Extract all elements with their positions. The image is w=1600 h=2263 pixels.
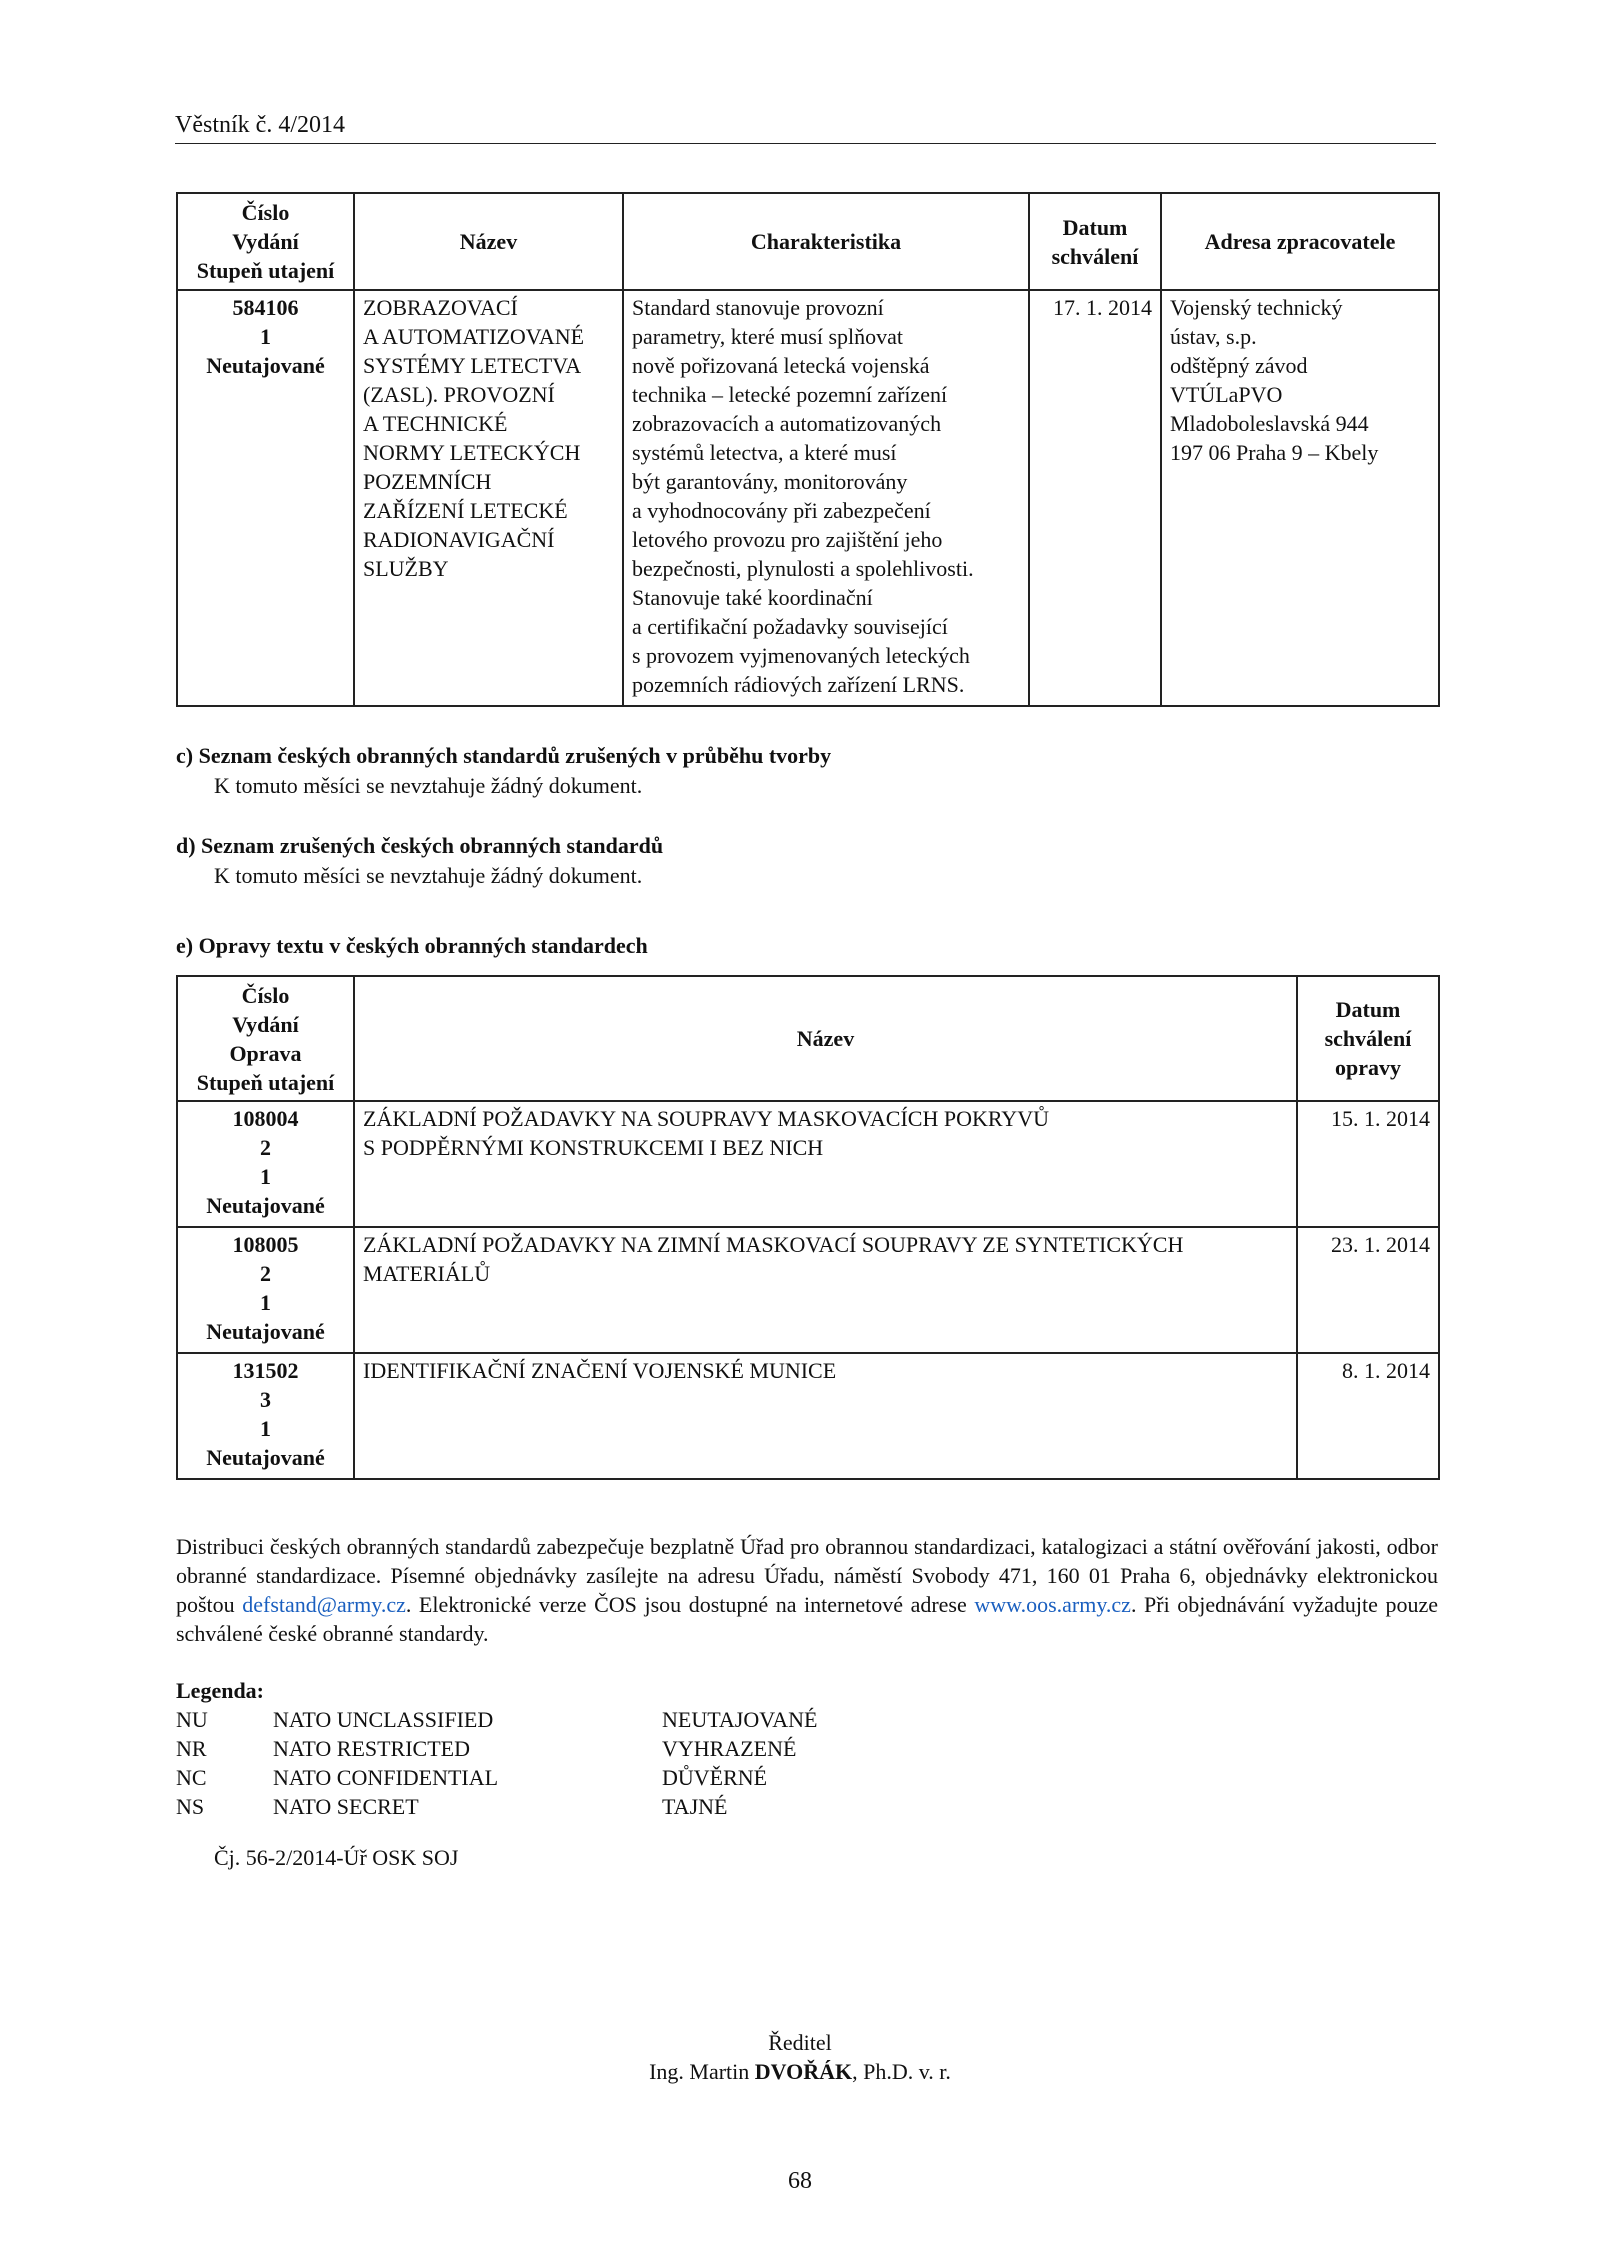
cell-datum: 15. 1. 2014 xyxy=(1297,1101,1439,1227)
legend xyxy=(176,1676,818,1821)
legend-item: NS NATO SECRET TAJNÉ xyxy=(176,1794,728,1819)
header-datum: Datum schválení opravy xyxy=(1297,976,1439,1101)
email-link[interactable]: defstand@army.cz xyxy=(242,1592,406,1617)
legend-item: NC NATO CONFIDENTIAL DŮVĚRNÉ xyxy=(176,1765,768,1790)
cell-nazev: IDENTIFIKAČNÍ ZNAČENÍ VOJENSKÉ MUNICE xyxy=(354,1353,1297,1479)
header-cislo: Číslo Vydání Stupeň utajení xyxy=(177,193,354,290)
cell-datum: 17. 1. 2014 xyxy=(1029,290,1161,706)
distribution-text: . Elektronické verze ČOS jsou dostupné na internetové adrese xyxy=(405,1592,975,1617)
cell-nazev: ZOBRAZOVACÍ A AUTOMATIZOVANÉ SYSTÉMY LETECTVA (ZASL). PROVOZNÍ A TECHNICKÉ NORMY LETECKÝCH POZEMNÍCH ZAŘÍZENÍ LETECKÉ RADIONAVIGAČNÍ SLUŽBY xyxy=(354,290,623,706)
section-e-title: e) Opravy textu v českých obranných standardech xyxy=(176,933,648,958)
header-datum: Datum schválení xyxy=(1029,193,1161,290)
legend-item: NR NATO RESTRICTED VYHRAZENÉ xyxy=(176,1736,797,1761)
section-c xyxy=(176,741,831,801)
legend-item: NU NATO UNCLASSIFIED NEUTAJOVANÉ xyxy=(176,1707,818,1732)
section-c-body: K tomuto měsíci se nevztahuje žádný dokument. xyxy=(214,773,643,798)
legend-title: Legenda: xyxy=(176,1678,264,1703)
cell-adresa: Vojenský technický ústav, s.p. odštěpný závod VTÚLaPVO Mladoboleslavská 944 197 06 Praha 9 – Kbely xyxy=(1161,290,1439,706)
header-nazev: Název xyxy=(354,976,1297,1101)
table-row xyxy=(177,1101,1439,1227)
table-row xyxy=(177,1353,1439,1479)
table-row xyxy=(177,1227,1439,1353)
header-nazev: Název xyxy=(354,193,623,290)
page-number: 68 xyxy=(788,2168,812,2194)
website-link[interactable]: www.oos.army.cz xyxy=(974,1592,1131,1617)
reference-number: Čj. 56-2/2014-Úř OSK SOJ xyxy=(214,1845,459,1870)
signature-name: Ing. Martin DVOŘÁK, Ph.D. v. r. xyxy=(649,2059,951,2084)
cell-nazev: ZÁKLADNÍ POŽADAVKY NA SOUPRAVY MASKOVACÍCH POKRYVŮ S PODPĚRNÝMI KONSTRUKCEMI I BEZ NICH xyxy=(354,1101,1297,1227)
section-d-body: K tomuto měsíci se nevztahuje žádný dokument. xyxy=(214,863,643,888)
table-header-row xyxy=(177,193,1439,290)
cell-cislo: 108004 2 1 Neutajované xyxy=(177,1101,354,1227)
cell-datum: 23. 1. 2014 xyxy=(1297,1227,1439,1353)
distribution-text: Distribuci českých obranných standardů zabezpečuje bezplatně Úřad pro obrannou standardizaci, katalogizaci a státní ověřování jakosti, odbor obranné standardizace. Písemné objednávky zasílejte na adresu Úřadu, náměstí Svobody 471, 160 01 Praha 6, objednávky elektronickou poštou xyxy=(176,1534,1438,1617)
bulletin-title: Věstník č. 4/2014 xyxy=(175,112,345,138)
cell-cislo: 131502 3 1 Neutajované xyxy=(177,1353,354,1479)
corrections-table xyxy=(176,975,1440,1480)
table-header-row xyxy=(177,976,1439,1101)
distribution-text: . Při objednávání vyžadujte pouze schválené české obranné standardy. xyxy=(176,1592,1438,1646)
header-adresa: Adresa zpracovatele xyxy=(1161,193,1439,290)
page-header xyxy=(175,112,1436,144)
cell-nazev: ZÁKLADNÍ POŽADAVKY NA ZIMNÍ MASKOVACÍ SOUPRAVY ZE SYNTETICKÝCH MATERIÁLŮ xyxy=(354,1227,1297,1353)
standards-table xyxy=(176,192,1440,707)
table-row xyxy=(177,290,1439,706)
cell-datum: 8. 1. 2014 xyxy=(1297,1353,1439,1479)
signature-role: Ředitel xyxy=(768,2030,832,2055)
section-d-title: d) Seznam zrušených českých obranných standardů xyxy=(176,833,664,858)
section-e xyxy=(176,931,648,961)
cell-cislo: 108005 2 1 Neutajované xyxy=(177,1227,354,1353)
distribution-paragraph xyxy=(176,1532,1438,1648)
header-charakteristika: Charakteristika xyxy=(623,193,1029,290)
section-d xyxy=(176,831,663,891)
section-c-title: c) Seznam českých obranných standardů zrušených v průběhu tvorby xyxy=(176,743,832,768)
cell-charakteristika: Standard stanovuje provozní parametry, které musí splňovat nově pořizovaná letecká vojenská technika – letecké pozemní zařízení zobrazovacích a automatizovaných systémů letectva, a které musí být garantovány, monitorovány a vyhodnocovány při zabezpečení letového provozu pro zajištění jeho bezpečnosti, plynulosti a spolehlivosti. Stanovuje také koordinační a certifikační požadavky související s provozem vyjmenovaných leteckých pozemních rádiových zařízení LRNS. xyxy=(623,290,1029,706)
header-cislo: Číslo Vydání Oprava Stupeň utajení xyxy=(177,976,354,1101)
cell-cislo: 584106 1 Neutajované xyxy=(177,290,354,706)
